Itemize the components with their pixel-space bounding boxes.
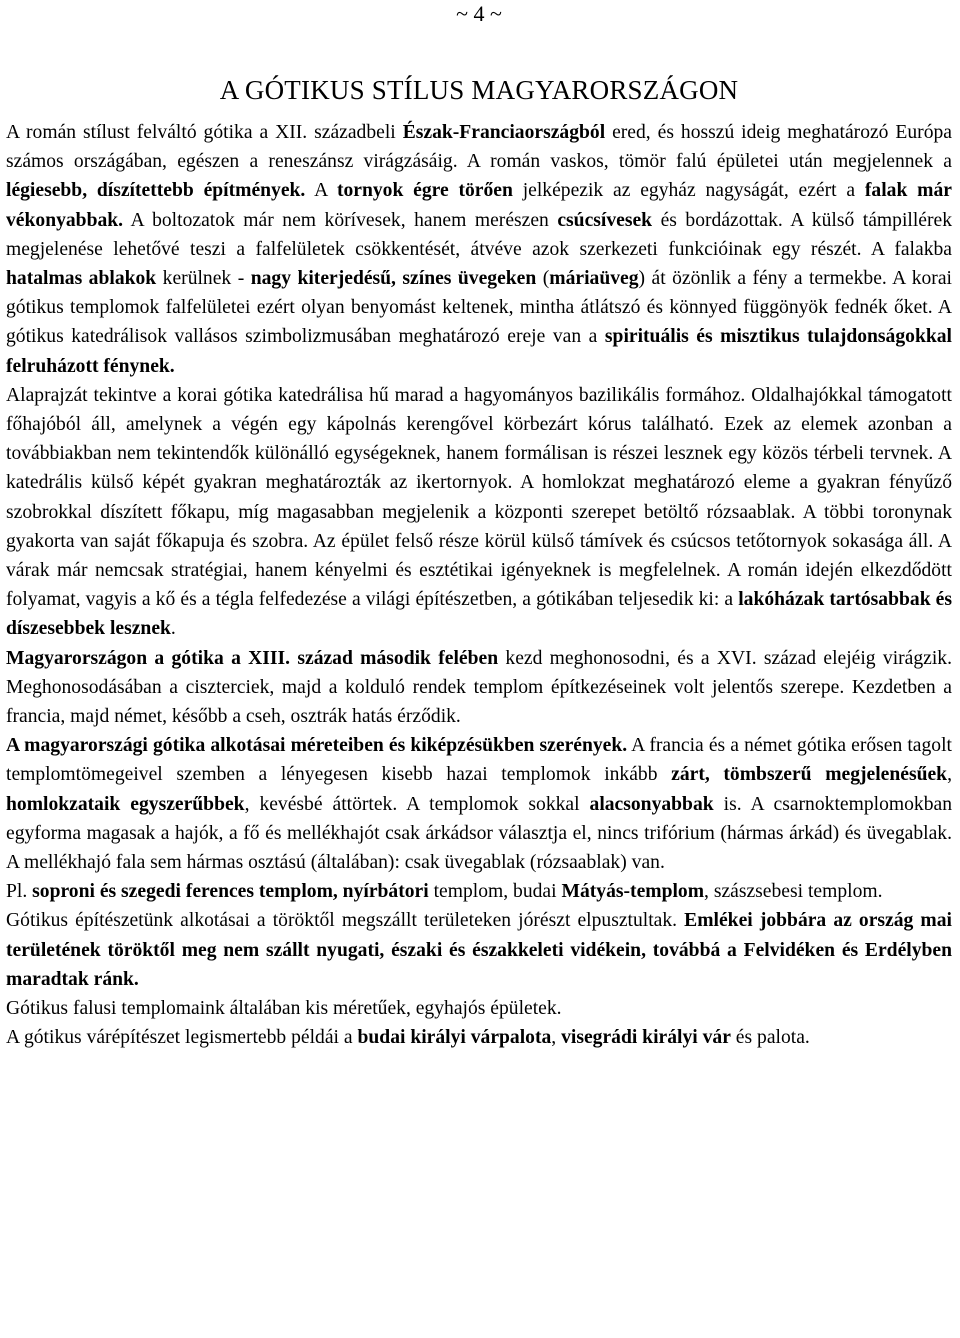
text-run: is. A csarnoktemplomokban egyforma magasak a hajók, a fő és mellékhajót csak árkádsor választja el, nincs trifórium (hármas árkád) és üvegablak. A mellékhajó fala sem hármas osztású (általában): csak üvegablak (rózsaablak) van.: [6, 793, 952, 874]
bold-text: hatalmas ablakok: [6, 268, 157, 290]
bold-text: máriaüveg: [549, 268, 639, 290]
bold-text: csúcsívesek: [557, 209, 653, 231]
text-run: Alaprajzát tekintve a korai gótika katedrálisa hű marad a hagyományos bazilikális formához. Oldalhajókkal támogatott főhajóból áll, amelynek a végén egy kápolnás kerengővel körbezárt kórus található. Ezek az elemek azonban a továbbiakban nem tekintendők különálló egységeknek, hanem formálisan is részei lesznek egy közös térbeli tervnek. A katedrális külső képét gyakran meghatározták az ikertornyok. A homlokzat meghatározó eleme a gyakran fényűző szobrokkal díszített főkapu, míg magasabban megjelenik a központi szerepet betöltő rózsaablak. A többi toronynak gyakorta van saját főkapuja és szobra. Az épület felső része körül külső támívek és csúcsos tetőtornyok sokasága áll. A várak már nemcsak stratégiai, hanem kényelmi és esztétikai igényeknek is megfelelnek. A román idején elkezdődött folyamat, vagyis a kő és a tégla felfedezése a világi építészetben, a gótikában teljesedik ki: a: [6, 384, 952, 611]
text-run: Pl.: [6, 881, 33, 903]
text-run: Gótikus építészetünk alkotásai a töröktől megszállt területeken jórészt elpusztultak.: [6, 910, 685, 932]
page-title: A GÓTIKUS STÍLUS MAGYARORSZÁGON: [219, 75, 739, 105]
bold-text: tornyok égre törően: [336, 180, 513, 202]
bold-text: nagy kiterjedésű, színes üvegeken: [250, 268, 537, 290]
page-number: ~ 4 ~: [456, 1, 502, 26]
paragraph-cathedral-plan: [6, 381, 952, 644]
text-run: .: [170, 618, 176, 640]
text-run: , szászsebesi templom.: [704, 881, 883, 903]
bold-text: alacsonyabbak: [589, 793, 714, 815]
paragraph-castle-architecture: [6, 1023, 952, 1052]
text-run: ,: [551, 1027, 562, 1049]
text-run: A francia és a német gótika erősen tagolt templomtömegeivel szemben a lényegesen kisebb hazai templomok inkább: [6, 735, 952, 786]
bold-text: soproni és szegedi ferences templom, nyírbátori: [32, 881, 429, 903]
text-run: ,: [947, 764, 952, 786]
bold-text: A magyarországi gótika alkotásai méreteiben és kiképzésükben szerények.: [6, 735, 628, 757]
paragraph-surviving-monuments: [6, 906, 952, 994]
bold-text: zárt, tömbszerű megjelenésűek: [671, 764, 948, 786]
bold-text: légiesebb, díszítettebb építmények.: [6, 180, 306, 202]
bold-text: lakóházak tartósabbak és díszesebbek lesznek: [6, 589, 953, 640]
text-run: A: [305, 180, 337, 202]
text-run: és bordázottak. A külső támpillérek megjelenése lehetővé teszi a falfelületek csökkentését, átvéve azok szerkezeti funkcióinak egy részét. A falakba: [6, 209, 953, 260]
text-run: templom, budai: [428, 881, 562, 903]
paragraph-hungary-gothic: [6, 644, 952, 732]
bold-text: budai királyi várpalota: [357, 1027, 552, 1049]
bold-text: Mátyás-templom: [561, 881, 705, 903]
paragraph-gothic-origins: [6, 118, 952, 381]
paragraph-hungarian-works: [6, 731, 952, 877]
document-body: [6, 118, 952, 1053]
text-run: A boltozatok már nem körívesek, hanem merészen: [123, 209, 558, 231]
bold-text: Magyarországon a gótika a XIII. század második felében: [6, 647, 499, 669]
paragraph-village-churches: [6, 994, 952, 1023]
text-run: A gótikus várépítészet legismertebb példái a: [6, 1027, 358, 1049]
bold-text: Észak-Franciaországból: [402, 122, 606, 143]
text-run: jelképezik az egyház nagyságát, ezért a: [512, 180, 865, 202]
text-run: Gótikus falusi templomaink általában kis méretűek, egyhajós épületek.: [6, 998, 562, 1020]
text-run: A román stílust felváltó gótika a XII. századbeli: [6, 122, 403, 143]
text-run: ) át özönlik a fény a termekbe. A korai gótikus templomok falfelületei ezért olyan benyomást keltenek, mintha átlátszó és könnyed függönyök fednék őket. A gótikus katedrálisok vallásos szimbolizmusában meghatározó ereje van a: [6, 268, 952, 348]
bold-text: spirituális és misztikus tulajdonságokkal felruházott fénynek.: [6, 326, 952, 377]
text-run: , kevésbé áttörtek. A templomok sokkal: [244, 793, 590, 815]
paragraph-examples: [6, 877, 952, 906]
text-run: ered, és hosszú ideig meghatározó Európa számos országában, egészen a reneszánsz virágzásáig. A román vaskos, tömör falú épületei után megjelennek a: [6, 122, 953, 173]
bold-text: falak már vékonyabbak.: [6, 180, 952, 231]
bold-text: Emlékei jobbára az ország mai területének töröktől meg nem szállt nyugati, északi és északkeleti vidékein, továbbá a Felvidéken és Erdélyben maradtak ránk.: [6, 910, 952, 990]
text-run: kerülnek -: [156, 268, 251, 290]
text-run: és palota.: [730, 1027, 810, 1049]
text-run: (: [536, 268, 550, 290]
text-run: kezd meghonosodni, és a XVI. század elejéig virágzik. Meghonosodásában a ciszterciek, majd a kolduló rendek templom építkezéseinek volt jelentős szerepe. Kezdetben a francia, majd német, később a cseh, osztrák hatás érződik.: [6, 647, 952, 728]
bold-text: visegrádi királyi vár: [561, 1027, 731, 1049]
bold-text: homlokzataik egyszerűbbek: [6, 793, 245, 815]
